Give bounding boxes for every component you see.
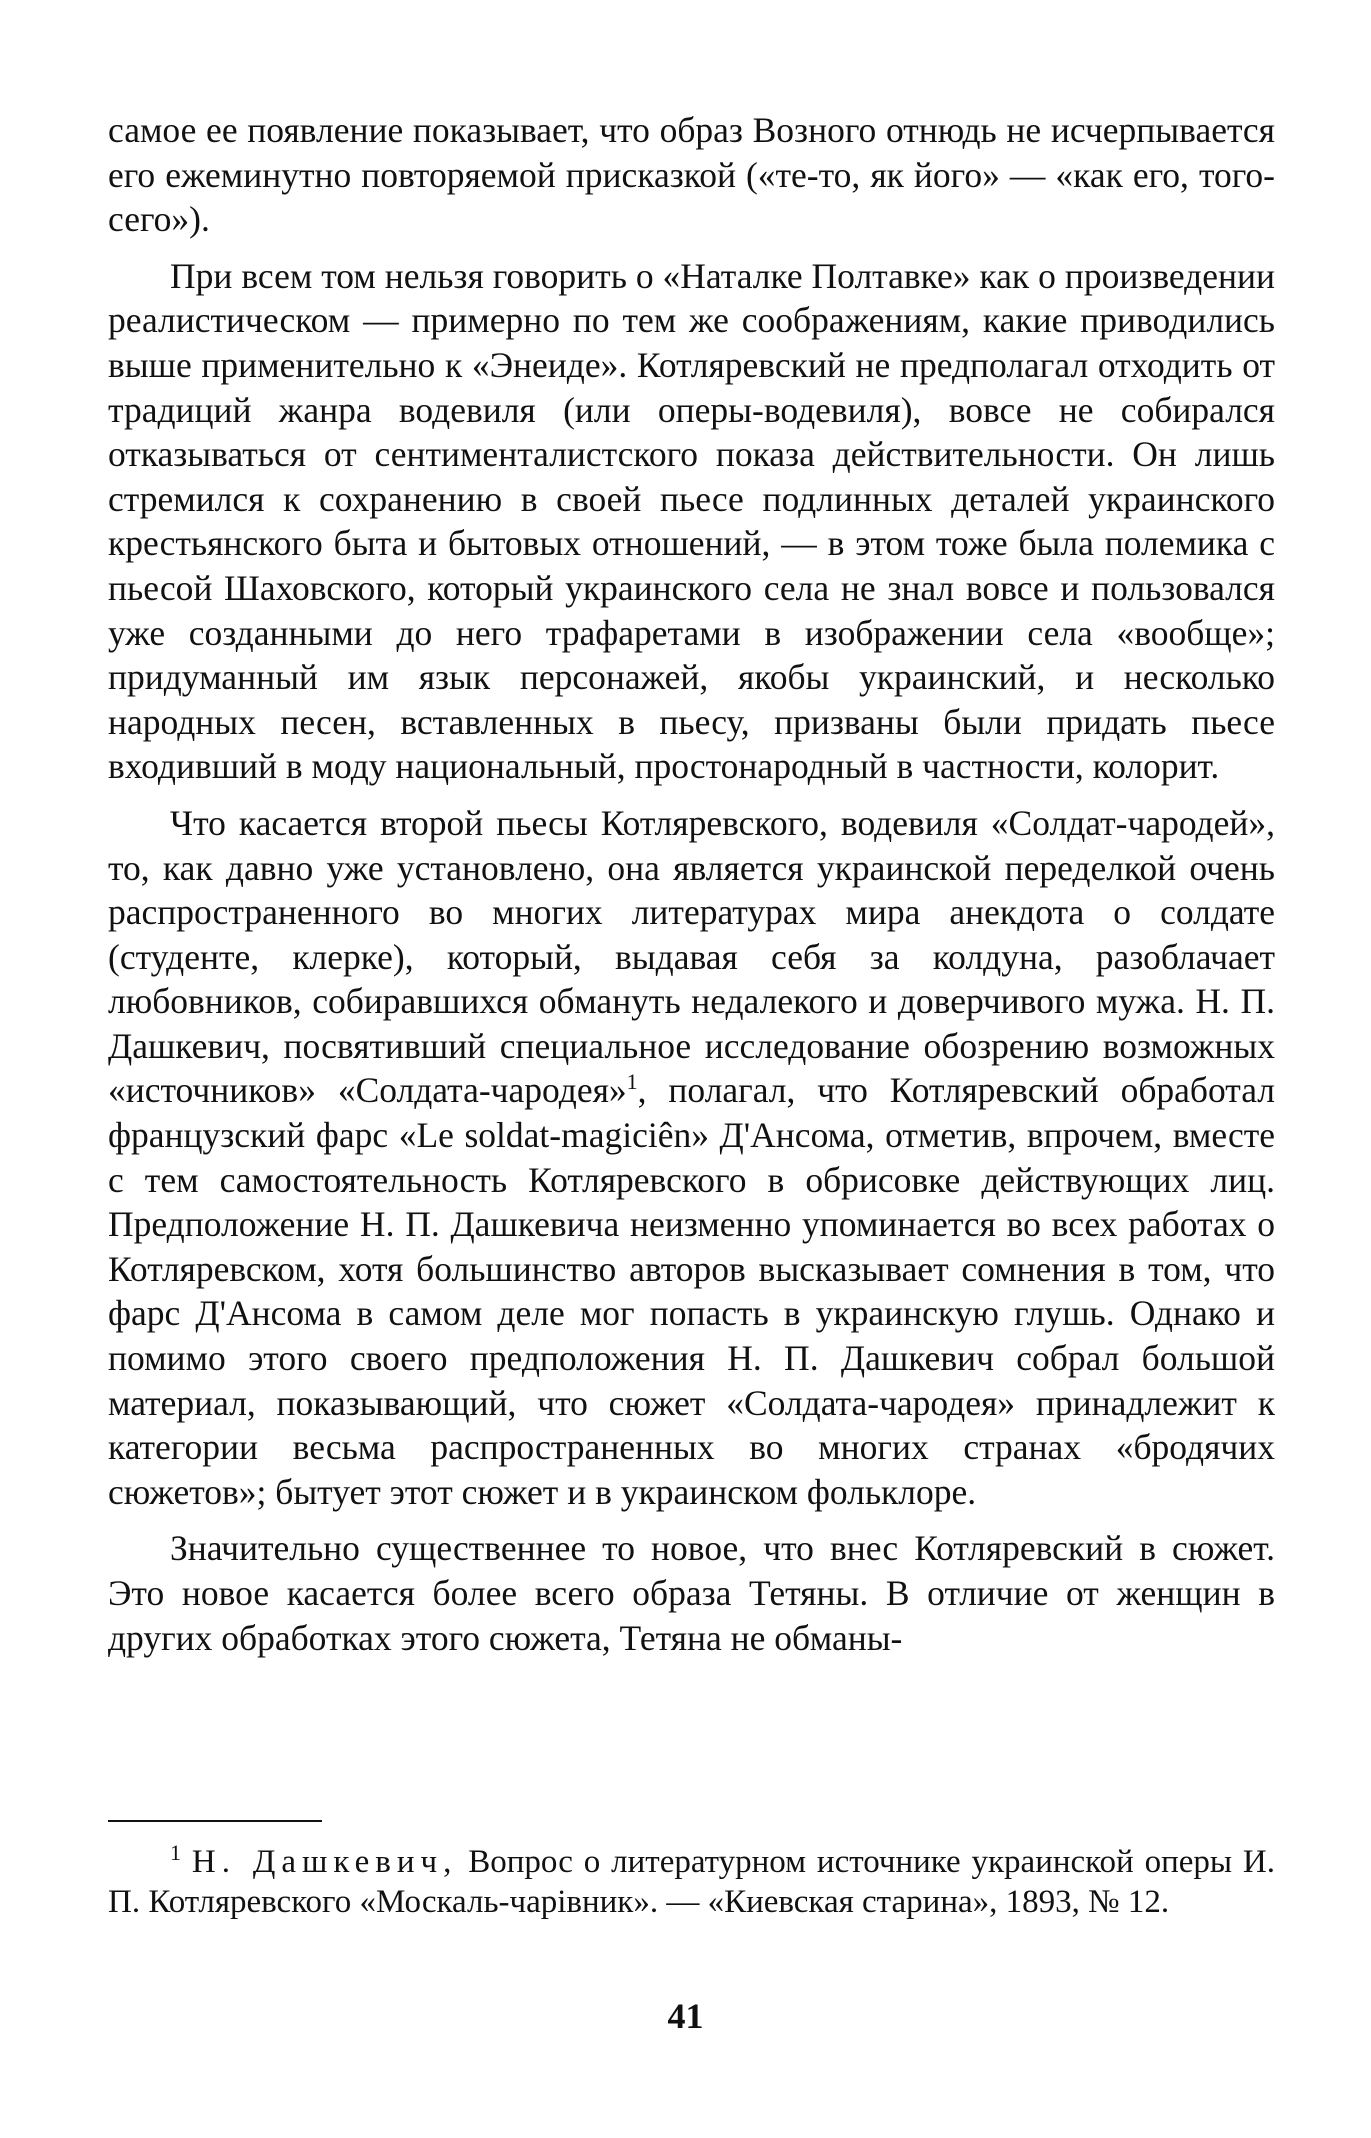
- footnote-text: Вопрос о литературном источнике украинской оперы И. П. Котляревского «Москаль-чарівник». — «Киевская старина», 1893, № 12.: [108, 1844, 1276, 1920]
- paragraph-4: Значительно существеннее то новое, что внес Котляревский в сюжет. Это новое касается более всего образа Тетяны. В отличие от женщин в других обработках этого сюжета, Тетяна не обманы-: [108, 1528, 1275, 1658]
- footnote-author: Н. Дашкевич,: [191, 1844, 458, 1880]
- paragraph-3-text-before: Что касается второй пьесы Котляревского, водевиля «Солдат-чародей», то, как давно уже установлено, она является украинской переделкой очень распространенного во многих литературах мира анекдота о солдате (студенте, клерке), который, выдавая себя за колдуна, разоблачает любовников, собиравшихся обмануть недалекого и доверчивого мужа. Н. П. Дашкевич, посвятивший специальное исследование обозрению возможных «источников» «Солдата-чародея»: [108, 802, 1275, 1111]
- page-body: [108, 108, 1275, 1660]
- paragraph-3-text-after: , полагал, что Котляревский обработал французский фарс «Le soldat-magiciên» Д'Ансома, отметив, впрочем, вместе с тем самостоятельность Котляревского в обрисовке действующих лиц. Предположение Н. П. Дашкевича неизменно упоминается во всех работах о Котляревском, хотя большинство авторов высказывает сомнения в том, что фарс Д'Ансома в самом деле мог попасть в украинскую глушь. Однако и помимо этого своего предположения Н. П. Дашкевич собрал большой материал, показывающий, что сюжет «Солдата-чародея» принадлежит к категории весьма распространенных во многих странах «бродячих сюжетов»; бытует этот сюжет и в украинском фольклоре.: [108, 1070, 1275, 1512]
- paragraph-1: самое ее появление показывает, что образ Возного отнюдь не исчерпывается его ежеминутно повторяемой присказкой («те-то, як його» — «как его, того-сего»).: [108, 110, 1275, 240]
- footnote-divider: [108, 1820, 322, 1822]
- footnote: [108, 1842, 1275, 1922]
- paragraph-3: [108, 801, 1275, 1515]
- page-number: 41: [667, 1996, 704, 2036]
- paragraph-2: При всем том нельзя говорить о «Наталке Полтавке» как о произведении реалистическом — примерно по тем же соображениям, какие приводились выше применительно к «Энеиде». Котляревский не предполагал отходить от традиций жанра водевиля (или оперы-водевиля), вовсе не собирался отказываться от сентименталистского показа действительности. Он лишь стремился к сохранению в своей пьесе подлинных деталей украинского крестьянского быта и бытовых отношений, — в этом тоже была полемика с пьесой Шаховского, который украинского села не знал вовсе и пользовался уже созданными до него трафаретами в изображении села «вообще»; придуманный им язык персонажей, якобы украинский, и несколько народных песен, вставленных в пьесу, призваны были придать пьесе входивший в моду национальный, простонародный в частности, колорит.: [108, 255, 1275, 787]
- footnote-marker: 1: [170, 1840, 181, 1865]
- footnote-reference: 1: [626, 1069, 638, 1095]
